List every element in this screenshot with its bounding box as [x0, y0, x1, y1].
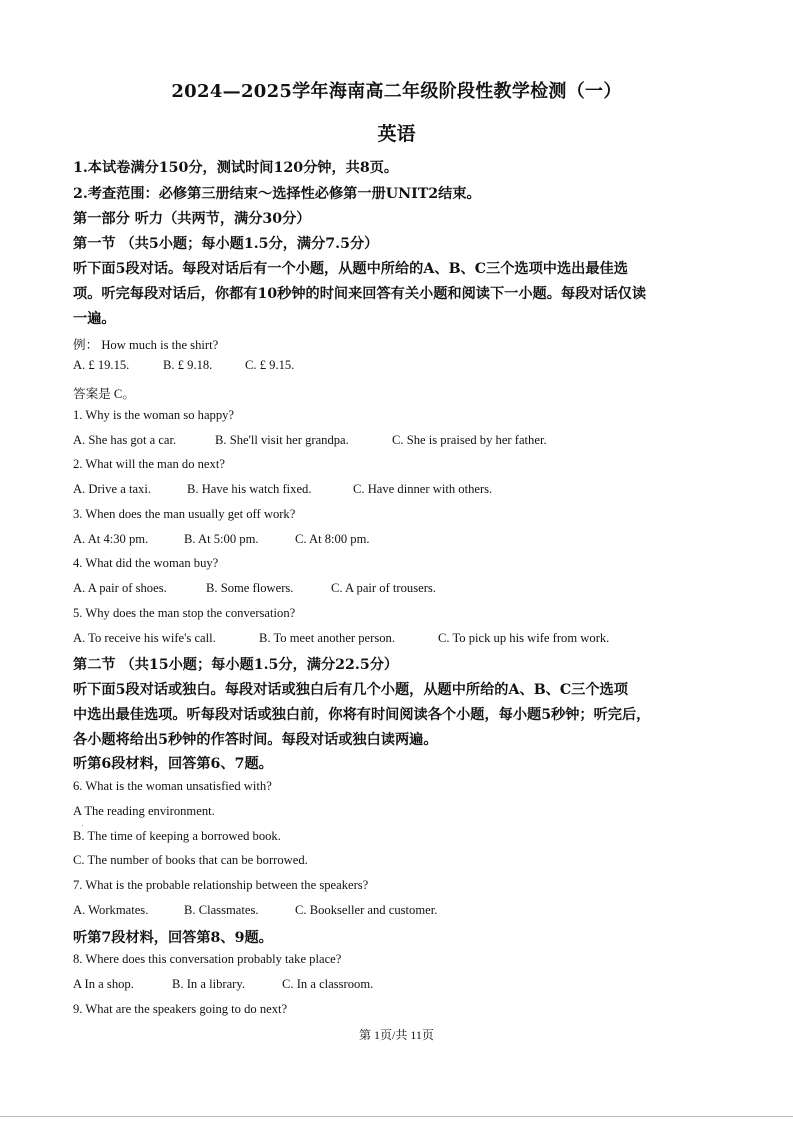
q5-option-c: C. To pick up his wife from work.: [438, 631, 610, 645]
page-number: 第 1页/共 11页: [359, 1028, 434, 1042]
bottom-rule: [0, 1116, 793, 1117]
q2-option-b: B. Have his watch fixed.: [187, 482, 312, 496]
question-8: 8. Where does this conversation probably take place?: [73, 952, 342, 966]
question-1-options: [73, 433, 547, 448]
question-5-options: [73, 631, 609, 646]
subject-title: 英语: [377, 123, 416, 145]
example-option-c: C. £ 9.15.: [245, 358, 295, 372]
group6-heading: 听第6段材料，回答第6、7题。: [73, 756, 273, 772]
q6-option-a: A The reading environment.: [73, 804, 215, 818]
question-7-options: [73, 903, 437, 918]
q7-option-a: A. Workmates.: [73, 903, 149, 917]
q7-option-b: B. Classmates.: [184, 903, 259, 917]
example-answer: 答案是 C。: [73, 387, 135, 401]
question-3-options: [73, 532, 370, 547]
section1-instruction-2: 项。听完每段对话后，你都有10秒钟的时间来回答有关小题和阅读下一小题。每段对话仅读: [73, 286, 647, 302]
q5-option-b: B. To meet another person.: [259, 631, 395, 645]
q4-option-b: B. Some flowers.: [206, 581, 294, 595]
example-option-b: B. £ 9.18.: [163, 358, 213, 372]
question-6: 6. What is the woman unsatisfied with?: [73, 779, 272, 793]
question-9: 9. What are the speakers going to do next?: [73, 1002, 288, 1016]
q3-option-c: C. At 8:00 pm.: [295, 532, 370, 546]
section2-instruction-1: 听下面5段对话或独白。每段对话或独白后有几个小题，从题中所给的A、B、C三个选项: [73, 682, 628, 698]
section2-instruction-3: 各小题将给出5秒钟的作答时间。每段对话或独白读两遍。: [73, 732, 438, 748]
q1-option-a: A. She has got a car.: [73, 433, 177, 447]
scan-dot: [82, 825, 83, 826]
question-7: 7. What is the probable relationship between the speakers?: [73, 878, 369, 892]
q1-option-b: B. She'll visit her grandpa.: [215, 433, 349, 447]
example-option-a: A. £ 19.15.: [73, 358, 130, 372]
q1-option-c: C. She is praised by her father.: [392, 433, 547, 447]
note-1: 1.本试卷满分150分，测试时间120分钟，共8页。: [73, 160, 399, 176]
question-5: 5. Why does the man stop the conversation?: [73, 606, 296, 620]
q8-option-c: C. In a classroom.: [282, 977, 374, 991]
section1-instruction-1: 听下面5段对话。每段对话后有一个小题，从题中所给的A、B、C三个选项中选出最佳选: [73, 261, 628, 277]
question-4: 4. What did the woman buy?: [73, 556, 219, 570]
section2-heading: 第二节 （共15小题；每小题1.5分，满分22.5分）: [73, 657, 399, 673]
section2-instruction-2: 中选出最佳选项。听每段对话或独白前，你将有时间阅读各个小题，每小题5秒钟；听完后，: [73, 707, 651, 723]
q2-option-c: C. Have dinner with others.: [353, 482, 493, 496]
section1-heading: 第一节 （共5小题；每小题1.5分，满分7.5分）: [73, 236, 379, 252]
q3-option-b: B. At 5:00 pm.: [184, 532, 259, 546]
q2-option-a: A. Drive a taxi.: [73, 482, 151, 496]
example-question: 例： How much is the shirt?: [73, 338, 219, 352]
group7-heading: 听第7段材料，回答第8、9题。: [73, 930, 273, 946]
q3-option-a: A. At 4:30 pm.: [73, 532, 149, 546]
q5-option-a: A. To receive his wife's call.: [73, 631, 216, 645]
q4-option-a: A. A pair of shoes.: [73, 581, 167, 595]
section1-instruction-3: 一遍。: [73, 311, 116, 327]
question-1: 1. Why is the woman so happy?: [73, 408, 235, 422]
question-3: 3. When does the man usually get off work?: [73, 507, 296, 521]
question-2-options: [73, 482, 492, 497]
q6-option-b: B. The time of keeping a borrowed book.: [73, 829, 281, 843]
question-4-options: [73, 581, 436, 596]
example-options: [73, 358, 294, 373]
q8-option-a: A In a shop.: [73, 977, 134, 991]
q4-option-c: C. A pair of trousers.: [331, 581, 436, 595]
q8-option-b: B. In a library.: [172, 977, 245, 991]
q6-option-c: C. The number of books that can be borrowed.: [73, 853, 308, 867]
question-8-options: [73, 977, 373, 992]
q7-option-c: C. Bookseller and customer.: [295, 903, 438, 917]
part1-heading: 第一部分 听力（共两节，满分30分）: [73, 211, 311, 227]
note-2: 2.考查范围：必修第三册结束～选择性必修第一册UNIT2结束。: [73, 186, 481, 202]
exam-title: 2024—2025学年海南高二年级阶段性教学检测（一）: [171, 81, 622, 102]
question-2: 2. What will the man do next?: [73, 457, 225, 471]
